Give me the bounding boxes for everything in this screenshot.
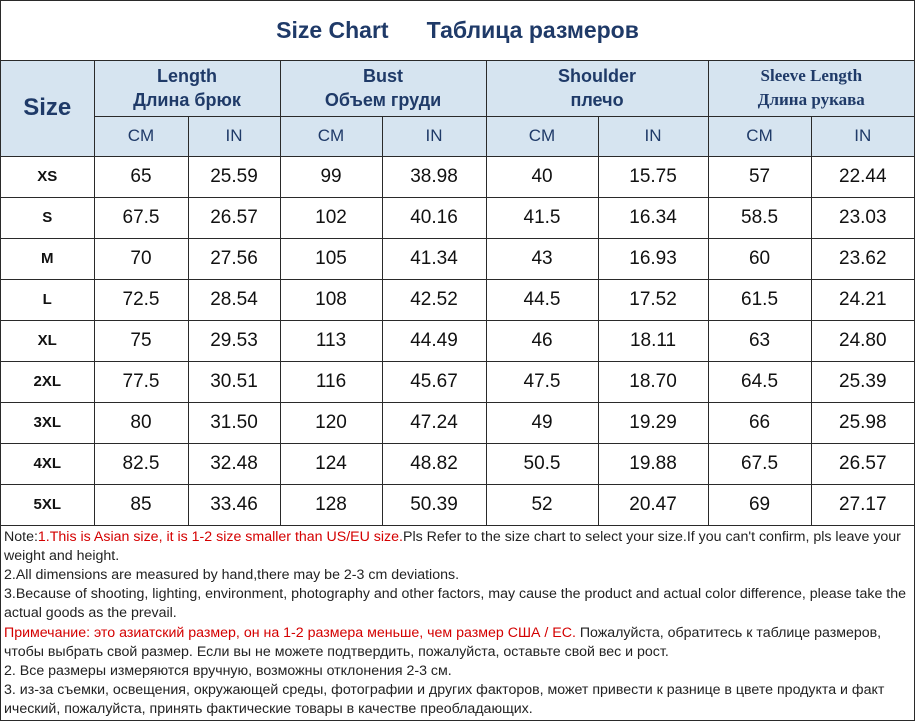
table-row <box>1 279 914 320</box>
bust-in: 38.98 <box>382 156 486 197</box>
length-header-ru: Длина брюк <box>133 90 241 111</box>
table-row <box>1 361 914 402</box>
length-cm: 67.5 <box>94 197 188 238</box>
bust-cm: 102 <box>280 197 382 238</box>
sleeve-in: 25.98 <box>811 402 914 443</box>
bust-in: 42.52 <box>382 279 486 320</box>
sleeve-in: 27.17 <box>811 484 914 525</box>
shoulder-cm: 44.5 <box>486 279 598 320</box>
note-en-1-text: Pls Refer to the size chart to select your size.If you can't confirm, pls leave your weight and height. <box>4 528 901 564</box>
shoulder-cm: 49 <box>486 402 598 443</box>
size-label: 4XL <box>1 443 94 484</box>
sleeve-cm: 69 <box>708 484 811 525</box>
sleeve-in: 24.80 <box>811 320 914 361</box>
shoulder-cm: 41.5 <box>486 197 598 238</box>
length-header <box>94 61 280 116</box>
note-ru-1 <box>4 624 911 662</box>
unit-cm: CM <box>708 116 811 156</box>
sleeve-in: 24.21 <box>811 279 914 320</box>
sleeve-cm: 57 <box>708 156 811 197</box>
size-label: XL <box>1 320 94 361</box>
note-prefix: Note: <box>4 528 38 545</box>
size-label: S <box>1 197 94 238</box>
note-en-1-warning: 1.This is Asian size, it is 1-2 size smaller than US/EU size. <box>37 528 403 545</box>
length-cm: 77.5 <box>94 361 188 402</box>
sleeve-in: 23.03 <box>811 197 914 238</box>
title-en: Size Chart <box>276 17 389 43</box>
size-column-header: Size <box>1 61 94 156</box>
length-cm: 75 <box>94 320 188 361</box>
size-label: L <box>1 279 94 320</box>
shoulder-in: 20.47 <box>598 484 708 525</box>
unit-in: IN <box>811 116 914 156</box>
length-cm: 82.5 <box>94 443 188 484</box>
length-cm: 70 <box>94 238 188 279</box>
length-in: 30.51 <box>188 361 280 402</box>
bust-cm: 120 <box>280 402 382 443</box>
bust-in: 47.24 <box>382 402 486 443</box>
length-cm: 65 <box>94 156 188 197</box>
shoulder-header <box>486 61 708 116</box>
note-ru-2: 2. Все размеры измеряются вручную, возможны отклонения 2-3 см. <box>4 662 452 679</box>
bust-header-en: Bust <box>363 66 404 87</box>
bust-in: 48.82 <box>382 443 486 484</box>
note-ru-1-warning: Примечание: это азиатский размер, он на 1-2 размера меньше, чем размер США / ЕС. <box>4 624 576 641</box>
bust-cm: 108 <box>280 279 382 320</box>
table-row <box>1 484 914 525</box>
unit-row <box>1 116 914 156</box>
notes-section <box>1 526 914 720</box>
shoulder-in: 15.75 <box>598 156 708 197</box>
bust-cm: 128 <box>280 484 382 525</box>
bust-in: 50.39 <box>382 484 486 525</box>
bust-cm: 124 <box>280 443 382 484</box>
length-in: 32.48 <box>188 443 280 484</box>
shoulder-header-ru: плечо <box>570 90 624 111</box>
bust-in: 45.67 <box>382 361 486 402</box>
sleeve-cm: 64.5 <box>708 361 811 402</box>
sleeve-in: 25.39 <box>811 361 914 402</box>
note-en-1 <box>4 528 911 566</box>
bust-cm: 99 <box>280 156 382 197</box>
table-row <box>1 156 914 197</box>
bust-cm: 105 <box>280 238 382 279</box>
title-bar <box>1 1 914 61</box>
shoulder-cm: 43 <box>486 238 598 279</box>
length-in: 25.59 <box>188 156 280 197</box>
length-in: 29.53 <box>188 320 280 361</box>
note-en-3: 3.Because of shooting, lighting, environment, photography and other factors, may cause the product and actual color difference, please take the actual goods as the prevail. <box>4 586 907 622</box>
shoulder-cm: 52 <box>486 484 598 525</box>
title-ru: Таблица размеров <box>426 17 639 43</box>
unit-in: IN <box>598 116 708 156</box>
unit-cm: CM <box>94 116 188 156</box>
shoulder-cm: 46 <box>486 320 598 361</box>
unit-cm: CM <box>280 116 382 156</box>
length-cm: 85 <box>94 484 188 525</box>
size-label: 3XL <box>1 402 94 443</box>
shoulder-in: 16.34 <box>598 197 708 238</box>
unit-cm: CM <box>486 116 598 156</box>
sleeve-header-en: Sleeve Length <box>760 66 863 86</box>
sleeve-cm: 66 <box>708 402 811 443</box>
bust-in: 41.34 <box>382 238 486 279</box>
sleeve-in: 23.62 <box>811 238 914 279</box>
shoulder-in: 18.70 <box>598 361 708 402</box>
size-label: 2XL <box>1 361 94 402</box>
bust-header <box>280 61 486 116</box>
shoulder-in: 18.11 <box>598 320 708 361</box>
bust-header-ru: Объем груди <box>324 90 442 111</box>
sleeve-in: 26.57 <box>811 443 914 484</box>
sleeve-cm: 63 <box>708 320 811 361</box>
length-in: 28.54 <box>188 279 280 320</box>
sleeve-length-header <box>708 61 914 116</box>
table-row <box>1 402 914 443</box>
size-label: M <box>1 238 94 279</box>
shoulder-cm: 47.5 <box>486 361 598 402</box>
size-label: XS <box>1 156 94 197</box>
length-in: 26.57 <box>188 197 280 238</box>
table-row <box>1 320 914 361</box>
length-in: 31.50 <box>188 402 280 443</box>
sleeve-in: 22.44 <box>811 156 914 197</box>
note-ru-1-text: Пожалуйста, обратитесь к таблице размеров, чтобы выбрать свой размер. Если вы не можете подтвердить, пожалуйста, оставьте свой вес и рост. <box>4 624 882 660</box>
shoulder-in: 19.29 <box>598 402 708 443</box>
bust-in: 44.49 <box>382 320 486 361</box>
sleeve-cm: 61.5 <box>708 279 811 320</box>
shoulder-cm: 40 <box>486 156 598 197</box>
sleeve-cm: 58.5 <box>708 197 811 238</box>
note-en-2: 2.All dimensions are measured by hand,there may be 2-3 cm deviations. <box>4 566 460 583</box>
sleeve-cm: 60 <box>708 238 811 279</box>
bust-cm: 116 <box>280 361 382 402</box>
size-table <box>1 61 914 526</box>
length-cm: 72.5 <box>94 279 188 320</box>
shoulder-in: 16.93 <box>598 238 708 279</box>
unit-in: IN <box>188 116 280 156</box>
bust-cm: 113 <box>280 320 382 361</box>
length-cm: 80 <box>94 402 188 443</box>
length-header-en: Length <box>157 66 217 87</box>
sleeve-cm: 67.5 <box>708 443 811 484</box>
table-row <box>1 443 914 484</box>
note-ru-3: 3. из-за съемки, освещения, окружающей среды, фотографии и других факторов, может привести к разнице в цвете продукта и факт ический, пожалуйста, принять фактические товары в качестве преобладающих. <box>4 682 885 718</box>
shoulder-in: 17.52 <box>598 279 708 320</box>
bust-in: 40.16 <box>382 197 486 238</box>
table-row <box>1 197 914 238</box>
shoulder-header-en: Shoulder <box>558 66 637 87</box>
length-in: 33.46 <box>188 484 280 525</box>
table-row <box>1 238 914 279</box>
length-in: 27.56 <box>188 238 280 279</box>
shoulder-cm: 50.5 <box>486 443 598 484</box>
sleeve-header-ru: Длина рукава <box>757 90 865 110</box>
size-label: 5XL <box>1 484 94 525</box>
unit-in: IN <box>382 116 486 156</box>
shoulder-in: 19.88 <box>598 443 708 484</box>
